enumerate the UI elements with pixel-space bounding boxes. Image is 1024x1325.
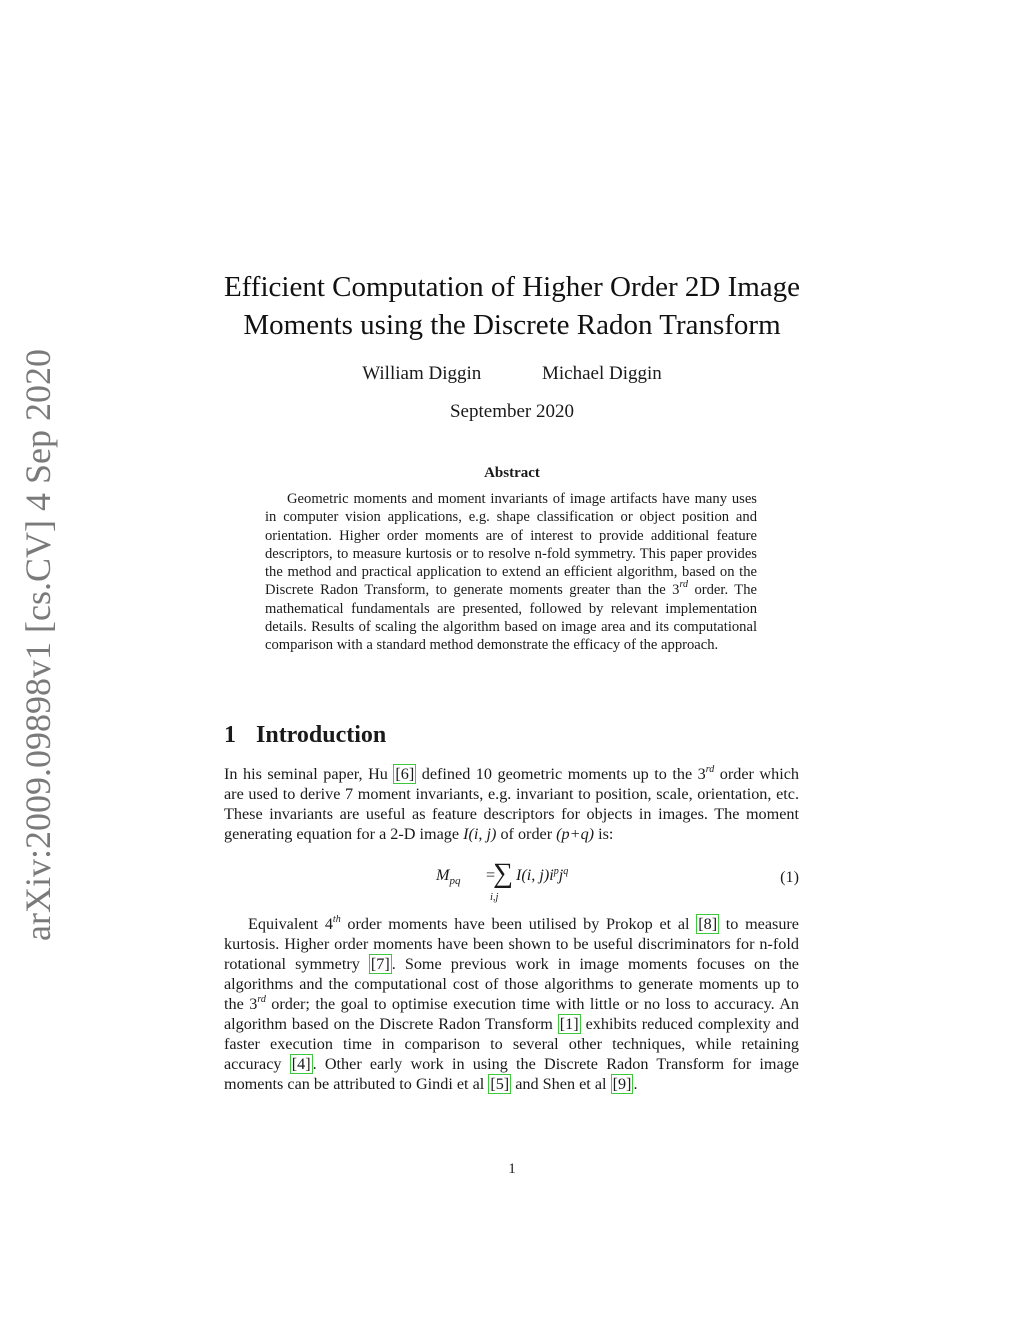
section-number: 1 [224, 722, 236, 748]
equals-sign: = [486, 866, 496, 884]
equation-exponent: p [553, 866, 559, 877]
title-line-2: Moments using the Discrete Radon Transform [243, 309, 781, 341]
body-text: order moments have been utilised by Prokop et al [340, 915, 697, 933]
ordinal-superscript: rd [705, 764, 715, 775]
equation-term: i [549, 866, 554, 884]
citation-link[interactable]: [1] [559, 1015, 579, 1033]
arxiv-identifier-stamp [8, 349, 68, 941]
equation-term: j [558, 866, 564, 884]
citation-link[interactable]: [9] [612, 1075, 632, 1093]
citation-link[interactable]: [7] [370, 955, 390, 973]
paper-title [200, 268, 824, 344]
body-text: order which are used to derive 7 moment invariants, e.g. invariant to position, scale, orientation, etc. These invariants are useful as feature descriptors for objects in images. The moment generating equation for a 2-D image [224, 765, 799, 843]
ordinal-superscript: th [332, 914, 341, 925]
body-text: is: [594, 825, 614, 843]
equation-exponent: q [563, 866, 569, 877]
math-inline: (p+q) [556, 825, 595, 843]
body-text: defined 10 geometric moments up to the 3 [416, 765, 706, 783]
citation-link[interactable]: [8] [698, 915, 718, 933]
section-heading [224, 722, 386, 749]
equation-number: (1) [780, 868, 799, 886]
body-text: . Some previous work in image moments focuses on the algorithms and the computational cost of those algorithms to generate moments up to the 3 [224, 955, 799, 1013]
body-text: and Shen et al [511, 1075, 611, 1093]
equation-lhs [436, 866, 460, 887]
author-list [200, 363, 824, 385]
citation-link[interactable]: [5] [490, 1075, 510, 1093]
intro-paragraph-1 [224, 764, 799, 844]
section-title: Introduction [256, 722, 387, 748]
body-text: of order [496, 825, 557, 843]
body-text: . [633, 1075, 638, 1093]
summation-icon: ∑ [493, 858, 513, 889]
title-line-1: Efficient Computation of Higher Order 2D Image [223, 271, 801, 303]
moment-equation [224, 860, 799, 910]
body-text: exhibits reduced complexity and faster execution time in comparison to several other techniques, while retaining accuracy [224, 1015, 799, 1073]
abstract-text [265, 490, 757, 655]
author-name: Michael Diggin [542, 363, 662, 384]
ordinal-superscript: rd [257, 994, 266, 1005]
equation-subscript: pq [449, 875, 461, 888]
math-inline: I(i, j) [463, 825, 497, 843]
body-text: In his seminal paper, Hu [224, 765, 394, 783]
body-text: . Other early work in using the Discrete Radon Transform for image moments can be attributed to Gindi et al [224, 1055, 799, 1093]
body-text: Equivalent 4 [248, 915, 333, 933]
abstract-text-part: Geometric moments and moment invariants of image artifacts have many uses in computer vision applications, e.g. shape classification or object position and orientation. Higher order moments are of interest to provide additional feature descriptors, to measure kurtosis or to resolve n-fold symmetry. This paper provides the method and practical application to extend an efficient algorithm, based on the Discrete Radon Transform, to generate moments greater than the 3 [265, 491, 757, 599]
author-name: William Diggin [362, 363, 482, 384]
equation-rhs [516, 866, 568, 885]
citation-link[interactable]: [6] [395, 765, 415, 783]
intro-paragraph-2 [224, 914, 799, 1094]
abstract-heading: Abstract [484, 465, 540, 481]
ordinal-superscript: rd [679, 579, 688, 591]
equation-symbol: M [436, 866, 450, 884]
summation-index: i,j [490, 892, 499, 903]
publication-date: September 2020 [449, 401, 574, 422]
citation-link[interactable]: [4] [291, 1055, 311, 1073]
body-text: order; the goal to optimise execution time with little or no loss to accuracy. An algorithm based on the Discrete Radon Transform [224, 995, 799, 1033]
arxiv-identifier-text: arXiv:2009.09898v1 [cs.CV] 4 Sep 2020 [18, 349, 59, 941]
equation-term: I(i, j) [516, 866, 550, 884]
abstract-text-part: order. The mathematical fundamentals are presented, followed by relevant implementation details. Results of scaling the algorithm based on image area and its computational comparison with a standard method demonstrate the efficacy of the approach. [265, 582, 758, 654]
page-number: 1 [508, 1161, 516, 1177]
body-text: to measure kurtosis. Higher order moments have been shown to be useful discriminators for n-fold rotational symmetry [224, 915, 799, 973]
